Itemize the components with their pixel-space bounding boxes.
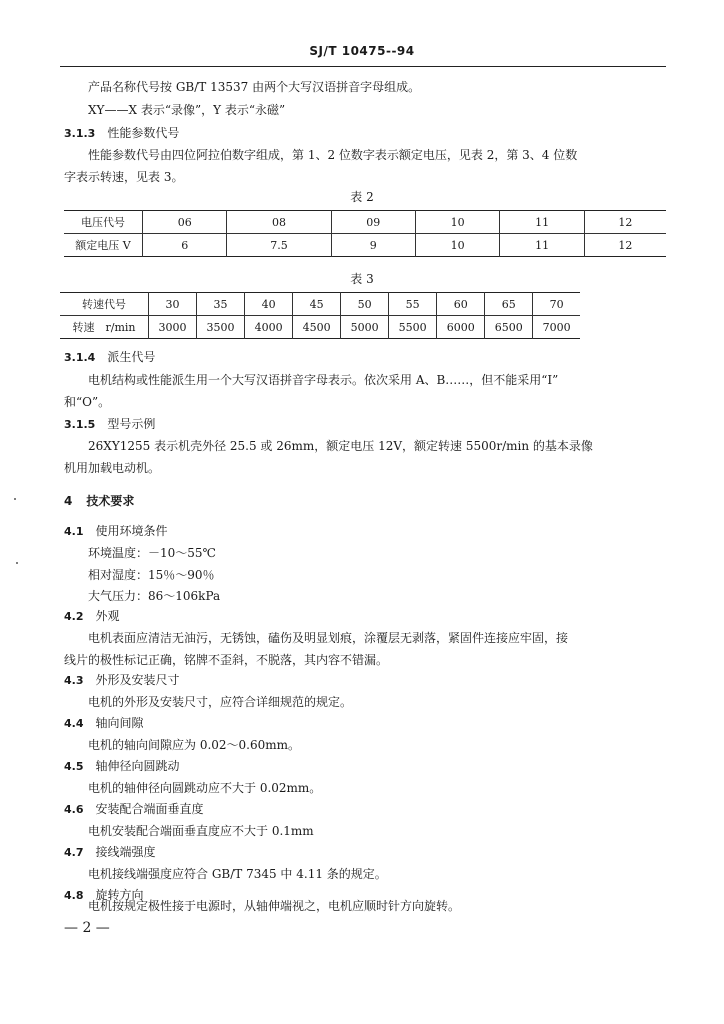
section-number: 4.4 bbox=[64, 717, 84, 730]
table-cell: 12 bbox=[584, 211, 666, 234]
scan-speck bbox=[14, 498, 16, 500]
section-4-3-heading bbox=[64, 673, 180, 688]
table-cell: 08 bbox=[227, 211, 331, 234]
table-cell: 7.5 bbox=[227, 234, 331, 257]
s314-para-line-1: 电机结构或性能派生用一个大写汉语拼音字母表示。依次采用 A、B……，但不能采用“I” bbox=[88, 373, 559, 387]
table-cell: 10 bbox=[415, 234, 499, 257]
section-title: 外形及安装尺寸 bbox=[95, 673, 180, 687]
section-number: 4.3 bbox=[64, 674, 84, 687]
table-cell: 7000 bbox=[533, 316, 580, 339]
table-cell: 09 bbox=[331, 211, 415, 234]
s48-para: 电机按规定极性接于电源时，从轴伸端视之，电机应顺时针方向旋转。 bbox=[88, 899, 461, 913]
s45-para: 电机的轴伸径向圆跳动应不大于 0.02mm。 bbox=[88, 781, 322, 795]
s42-para-line-2: 线片的极性标记正确，铭牌不歪斜，不脱落，其内容不错漏。 bbox=[64, 653, 389, 667]
table-cell: 3500 bbox=[197, 316, 245, 339]
table-cell: 50 bbox=[341, 293, 389, 316]
section-number: 3.1.3 bbox=[64, 127, 96, 140]
table-cell: 65 bbox=[485, 293, 533, 316]
table-cell: 40 bbox=[245, 293, 293, 316]
s44-para: 电机的轴向间隙应为 0.02～0.60mm。 bbox=[88, 738, 301, 752]
table-cell: 11 bbox=[500, 234, 584, 257]
table-cell: 9 bbox=[331, 234, 415, 257]
s315-para-line-1: 26XY1255 表示机壳外径 25.5 或 26mm，额定电压 12V，额定转速 5500r/min 的基本录像 bbox=[88, 439, 593, 453]
section-4-1-heading bbox=[64, 524, 168, 539]
section-title: 轴伸径向圆跳动 bbox=[95, 759, 180, 773]
s46-para: 电机安装配合端面垂直度应不大于 0.1mm bbox=[88, 824, 314, 838]
chapter-title: 技术要求 bbox=[86, 494, 135, 508]
section-title: 旋转方向 bbox=[95, 888, 144, 902]
section-title: 外观 bbox=[95, 609, 120, 623]
section-4-6-heading bbox=[64, 802, 204, 817]
chapter-4-heading bbox=[64, 492, 134, 509]
section-title: 轴向间隙 bbox=[95, 716, 144, 730]
section-4-2-heading bbox=[64, 609, 120, 624]
s315-para-line-2: 机用加载电动机。 bbox=[64, 461, 161, 475]
section-title: 派生代号 bbox=[107, 350, 156, 364]
table-cell: 12 bbox=[584, 234, 666, 257]
section-number: 3.1.4 bbox=[64, 351, 96, 364]
s43-para: 电机的外形及安装尺寸，应符合详细规范的规定。 bbox=[88, 695, 353, 709]
intro-line-1: 产品名称代号按 GB/T 13537 由两个大写汉语拼音字母组成。 bbox=[88, 80, 421, 94]
table-cell: 10 bbox=[415, 211, 499, 234]
table-row bbox=[64, 234, 666, 257]
section-title: 安装配合端面垂直度 bbox=[95, 802, 204, 816]
table-cell: 6500 bbox=[485, 316, 533, 339]
section-4-5-heading bbox=[64, 759, 180, 774]
table-row bbox=[60, 316, 580, 339]
s47-para: 电机接线端强度应符合 GB/T 7345 中 4.11 条的规定。 bbox=[88, 867, 387, 881]
section-number: 4.2 bbox=[64, 610, 84, 623]
table-cell: 30 bbox=[149, 293, 197, 316]
table-cell: 45 bbox=[293, 293, 341, 316]
section-3-1-4-heading bbox=[64, 350, 155, 365]
page-number: — 2 — bbox=[64, 920, 110, 936]
section-title: 性能参数代号 bbox=[107, 126, 180, 140]
table-cell: 6 bbox=[143, 234, 227, 257]
table-row-label: 电压代号 bbox=[64, 211, 143, 234]
table-cell: 3000 bbox=[149, 316, 197, 339]
section-title: 使用环境条件 bbox=[95, 524, 168, 538]
header-rule bbox=[60, 66, 666, 67]
table-cell: 60 bbox=[437, 293, 485, 316]
section-4-4-heading bbox=[64, 716, 144, 731]
env-pressure: 大气压力：86～106kPa bbox=[88, 589, 221, 603]
env-humidity: 相对湿度：15％～90％ bbox=[88, 568, 215, 582]
section-number: 4.6 bbox=[64, 803, 84, 816]
table-2-caption: 表 2 bbox=[350, 190, 374, 204]
table-cell: 5500 bbox=[389, 316, 437, 339]
s314-para-line-2: 和“O”。 bbox=[64, 395, 111, 409]
table-row-label: 转速 r/min bbox=[72, 321, 136, 334]
s313-para-line-1: 性能参数代号由四位阿拉伯数字组成，第 1、2 位数字表示额定电压，见表 2，第 3、4 位数 bbox=[88, 148, 578, 162]
table-cell: 11 bbox=[500, 211, 584, 234]
table-row bbox=[60, 293, 580, 316]
section-number: 4.5 bbox=[64, 760, 84, 773]
section-number: 4.8 bbox=[64, 889, 84, 902]
table-cell: 35 bbox=[197, 293, 245, 316]
s42-para-line-1: 电机表面应清洁无油污，无锈蚀，磕伤及明显划痕，涂覆层无剥落，紧固件连接应牢固，接 bbox=[88, 631, 569, 645]
table-cell: 6000 bbox=[437, 316, 485, 339]
table-cell: 4500 bbox=[293, 316, 341, 339]
section-4-7-heading bbox=[64, 845, 156, 860]
scan-speck bbox=[16, 562, 18, 564]
section-3-1-3-heading bbox=[64, 126, 179, 141]
intro-line-2: XY——X 表示“录像”，Y 表示“永磁” bbox=[88, 103, 286, 117]
table-cell: 55 bbox=[389, 293, 437, 316]
table-cell: 06 bbox=[143, 211, 227, 234]
section-number: 3.1.5 bbox=[64, 418, 96, 431]
section-title: 型号示例 bbox=[107, 417, 156, 431]
table-row-label: 额定电压 V bbox=[75, 239, 131, 252]
table-3 bbox=[60, 292, 580, 339]
section-title: 接线端强度 bbox=[95, 845, 156, 859]
section-number: 4.1 bbox=[64, 525, 84, 538]
env-temperature: 环境温度：－10～55℃ bbox=[88, 546, 216, 560]
table-cell: 70 bbox=[533, 293, 580, 316]
table-row-label: 转速代号 bbox=[60, 293, 149, 316]
table-cell: 4000 bbox=[245, 316, 293, 339]
table-3-caption: 表 3 bbox=[350, 272, 374, 286]
table-2 bbox=[64, 210, 666, 257]
table-cell: 5000 bbox=[341, 316, 389, 339]
section-number: 4.7 bbox=[64, 846, 84, 859]
table-row bbox=[64, 211, 666, 234]
s313-para-line-2: 字表示转速，见表 3。 bbox=[64, 170, 184, 184]
section-3-1-5-heading bbox=[64, 417, 155, 432]
standard-code-header: SJ/T 10475--94 bbox=[309, 44, 415, 58]
chapter-number: 4 bbox=[64, 494, 73, 508]
